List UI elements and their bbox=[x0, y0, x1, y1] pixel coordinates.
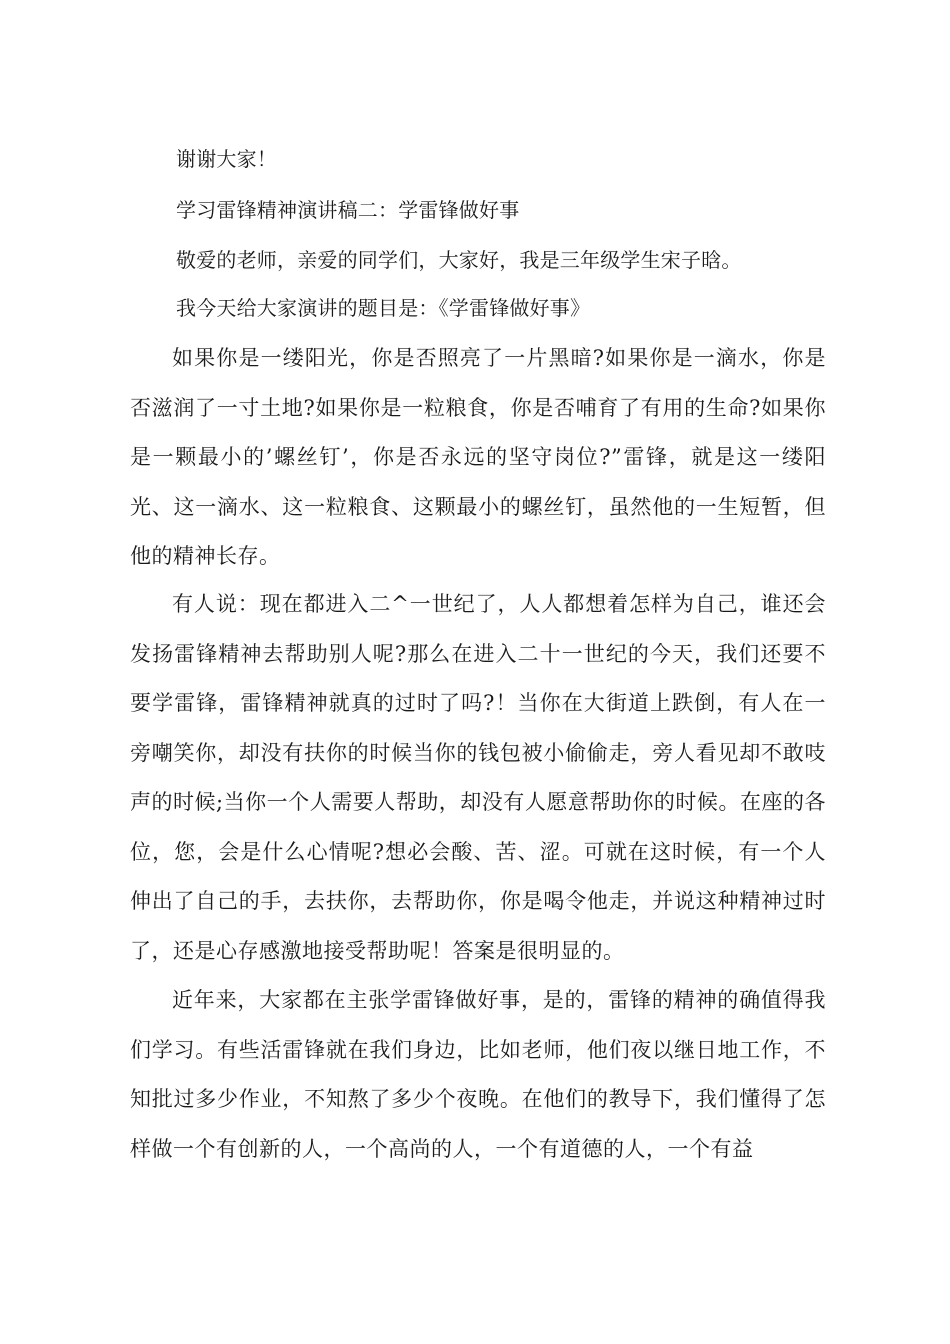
closing-line: 谢谢大家！ bbox=[176, 147, 277, 171]
greeting-line: 敬爱的老师，亲爱的同学们，大家好，我是三年级学生宋子晗。 bbox=[176, 248, 742, 272]
paragraph-1: 如果你是一缕阳光，你是否照亮了一片黑暗?如果你是一滴水，你是否滋润了一寸土地?如果你是一粒粮食，你是否哺育了有用的生命?如果你是一颗最小的’螺丝钉’，你是否永远的坚守岗位?”雷锋，就是这一缕阳光、这一滴水、这一粒粮食、这颗最小的螺丝钉，虽然他的一生短暂，但他的精神长存。 bbox=[130, 346, 826, 568]
topic-line: 我今天给大家演讲的题目是：《学雷锋做好事》 bbox=[176, 296, 591, 320]
paragraph-3: 近年来，大家都在主张学雷锋做好事，是的，雷锋的精神的确值得我们学习。有些活雷锋就在我们身边，比如老师，他们夜以继日地工作，不知批过多少作业，不知熬了多少个夜晚。在他们的教导下，我们懂得了怎样做一个有创新的人，一个高尚的人，一个有道德的人，一个有益 bbox=[130, 988, 826, 1161]
paragraph-2: 有人说：现在都进入二^一世纪了，人人都想着怎样为自己，谁还会发扬雷锋精神去帮助别人呢?那么在进入二十一世纪的今天，我们还要不要学雷锋，雷锋精神就真的过时了吗?！当你在大街道上跌倒，有人在一旁嘲笑你，却没有扶你的时候当你的钱包被小偷偷走，旁人看见却不敢吱声的时候;当你一个人需要人帮助，却没有人愿意帮助你的时候。在座的各位，您，会是什么心情呢?想必会酸、苦、涩。可就在这时候，有一个人伸出了自己的手，去扶你，去帮助你，你是喝令他走，并说这种精神过时了，还是心存感激地接受帮助呢！答案是很明显的。 bbox=[130, 592, 826, 963]
section-heading: 学习雷锋精神演讲稿二：学雷锋做好事 bbox=[176, 198, 520, 222]
